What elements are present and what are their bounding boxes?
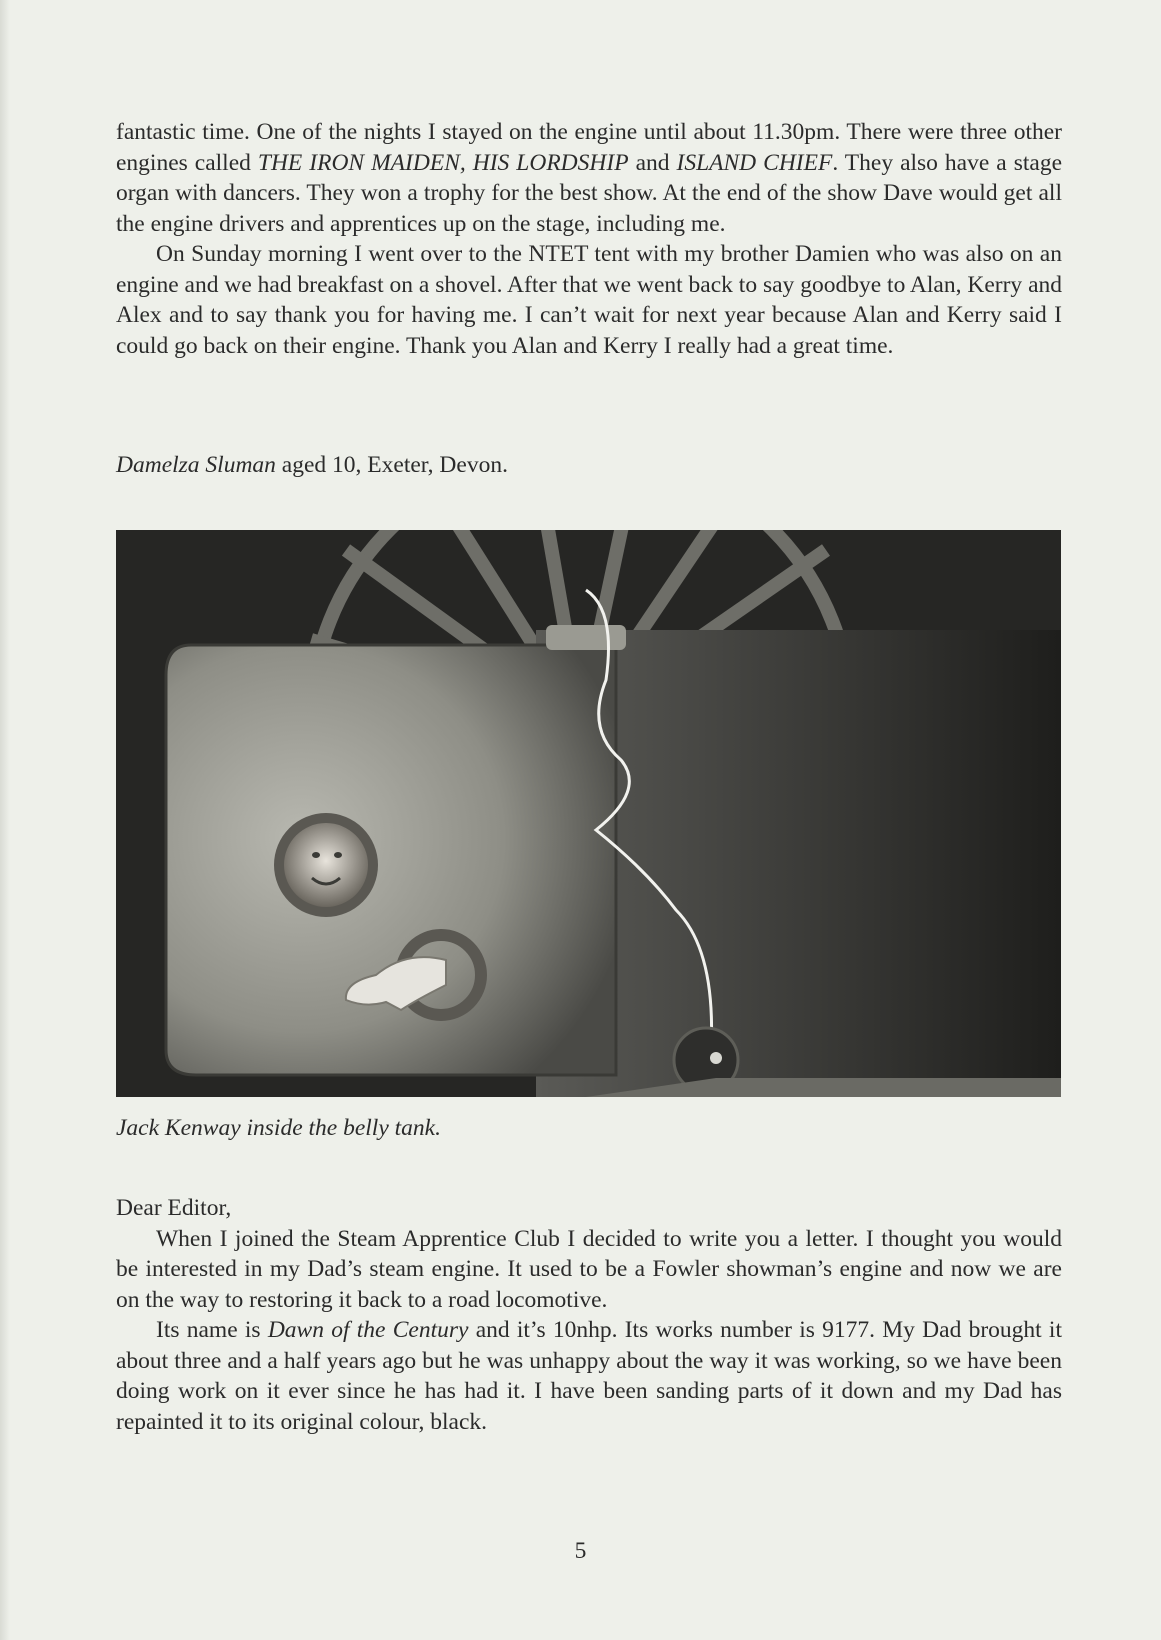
paragraph-1: fantastic time. One of the nights I stayed on the engine until about 11.30pm. There were three other engines called THE IRON MAIDEN, HIS LORDSHIP and ISLAND CHIEF. They also have a stage organ with dancers. They won a trophy for the best show. At the end of the show Dave would get all the engine drivers and apprentices up on the stage, including me. <box>116 119 1062 237</box>
photo-illustration <box>116 530 1061 1097</box>
engine-name-italic: ISLAND CHIEF <box>676 149 833 176</box>
engine-name-italic: Dawn of the Century <box>267 1317 469 1343</box>
letter-salutation: Dear Editor, <box>116 1195 232 1221</box>
page-binding-edge <box>0 0 10 1640</box>
article-continuation <box>116 117 1062 361</box>
author-name: Damelza Sluman <box>116 452 276 478</box>
letter-signature <box>116 452 508 479</box>
photo-belly-tank <box>116 530 1061 1097</box>
page-number: 5 <box>574 1538 587 1564</box>
letter-paragraph-1: When I joined the Steam Apprentice Club I decided to write you a letter. I thought you would be interested in my Dad’s steam engine. It used to be a Fowler showman’s engine and now we are on the way to restoring it back to a road locomotive. <box>116 1225 1062 1313</box>
second-letter <box>116 1193 1062 1437</box>
author-details: aged 10, Exeter, Devon. <box>275 452 508 478</box>
letter-paragraph-2: Its name is Dawn of the Century and it’s 10nhp. Its works number is 9177. My Dad brought it about three and a half years ago but he was unhappy about the way it was working, so we have been doing work on it ever since he has had it. I have been sanding parts of it down and my Dad has repainted it to its original colour, black. <box>116 1317 1062 1435</box>
paragraph-2: On Sunday morning I went over to the NTET tent with my brother Damien who was also on an engine and we had breakfast on a shovel. After that we went back to say goodbye to Alan, Kerry and Alex and to say thank you for having me. I can’t wait for next year because Alan and Kerry said I could go back on their engine. Thank you Alan and Kerry I really had a great time. <box>116 241 1062 359</box>
engine-names-italic: THE IRON MAIDEN, HIS LORDSHIP <box>257 149 629 176</box>
photo-caption: Jack Kenway inside the belly tank. <box>116 1115 441 1141</box>
